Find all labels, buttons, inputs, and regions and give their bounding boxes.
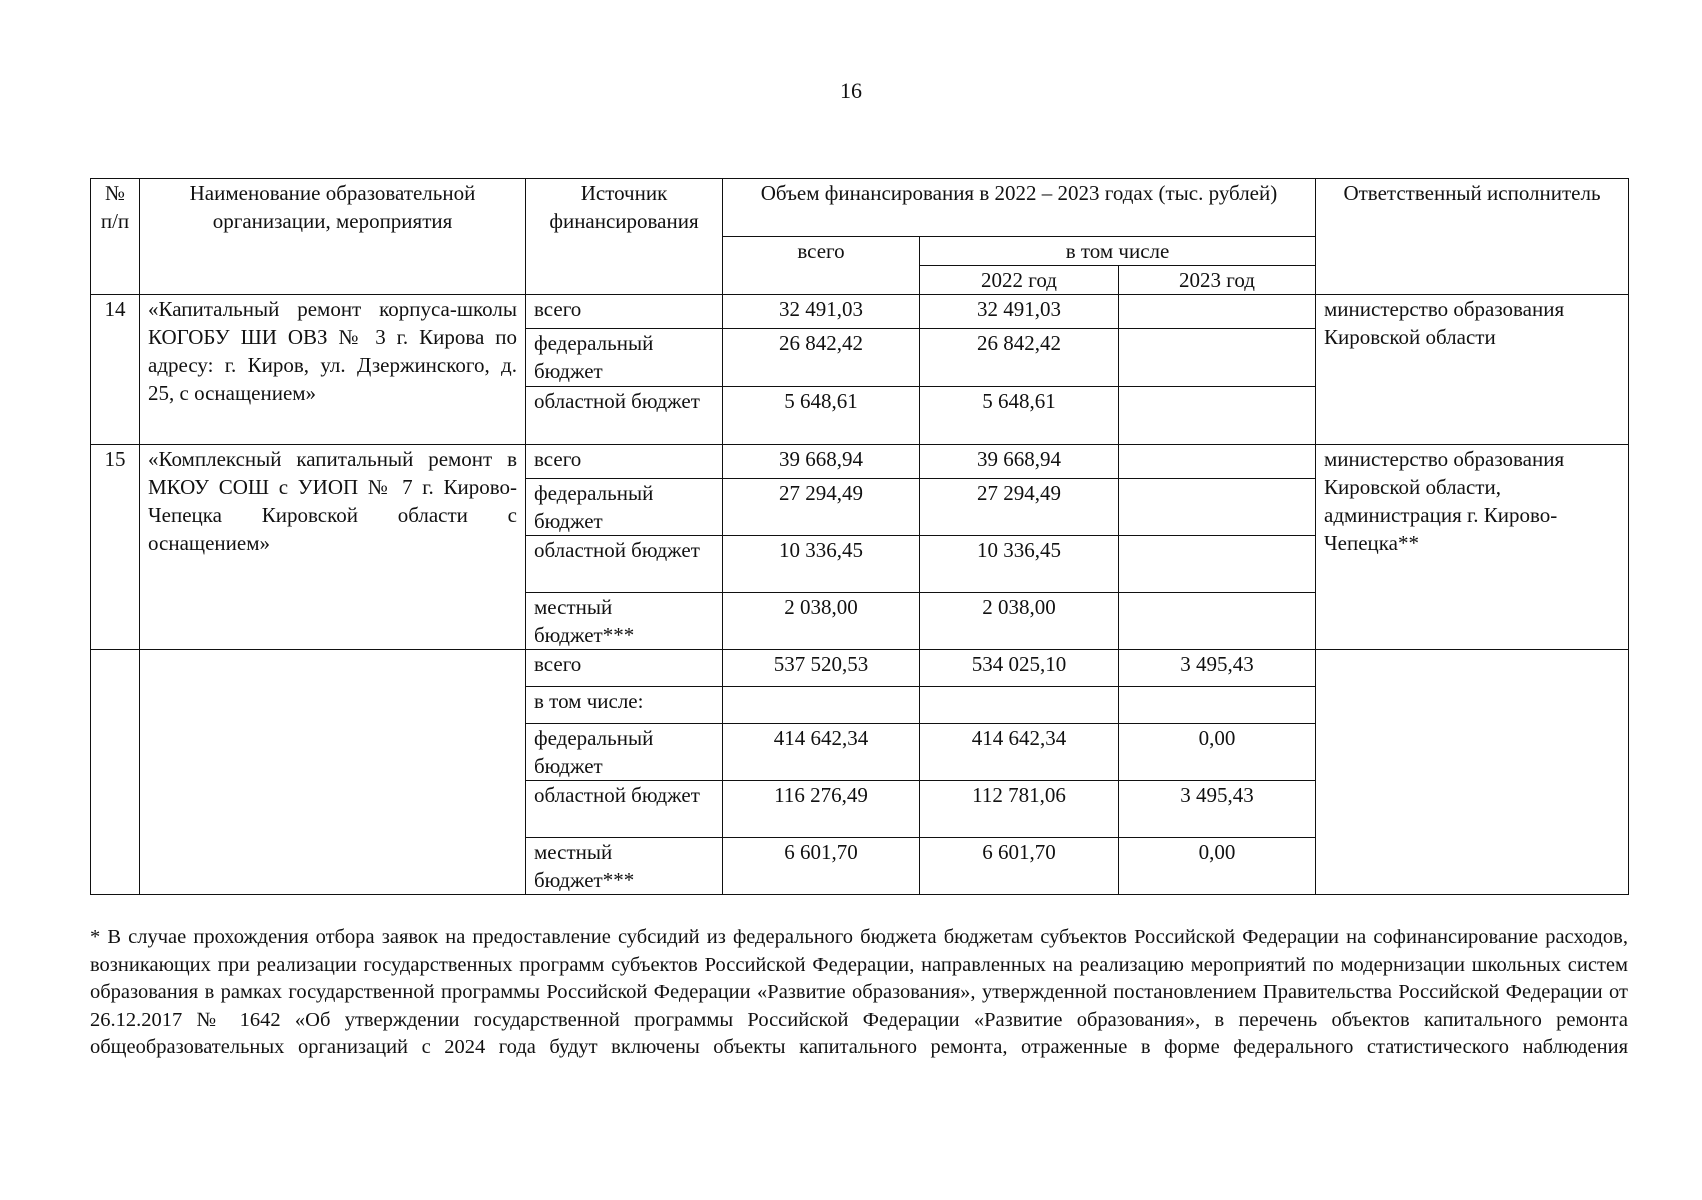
financing-table	[90, 178, 1629, 895]
header-source: Источник финансирования	[526, 179, 723, 295]
source-cell: областной бюджет	[526, 536, 723, 593]
year-2023-cell	[1119, 479, 1316, 536]
year-2022-cell: 414 642,34	[920, 724, 1119, 781]
year-2022-cell	[920, 687, 1119, 724]
header-num: № п/п	[91, 179, 140, 295]
year-2023-cell: 3 495,43	[1119, 781, 1316, 838]
year-2023-cell: 3 495,43	[1119, 650, 1316, 687]
total-cell: 537 520,53	[723, 650, 920, 687]
summary-executor-cell	[1316, 650, 1629, 895]
year-2023-cell	[1119, 593, 1316, 650]
year-2022-cell: 27 294,49	[920, 479, 1119, 536]
source-cell: областной бюджет	[526, 781, 723, 838]
year-2023-cell: 0,00	[1119, 724, 1316, 781]
source-cell: местный бюджет***	[526, 838, 723, 895]
header-executor: Ответственный исполнитель	[1316, 179, 1629, 295]
source-cell: всего	[526, 650, 723, 687]
source-cell: федеральный бюджет	[526, 329, 723, 387]
row-number: 15	[91, 445, 140, 650]
year-2022-cell: 112 781,06	[920, 781, 1119, 838]
total-cell: 414 642,34	[723, 724, 920, 781]
year-2022-cell: 26 842,42	[920, 329, 1119, 387]
source-cell: местный бюджет***	[526, 593, 723, 650]
page-number: 16	[840, 78, 862, 103]
total-cell: 2 038,00	[723, 593, 920, 650]
header-year-2023: 2023 год	[1119, 266, 1316, 295]
year-2023-cell: 0,00	[1119, 838, 1316, 895]
total-cell	[723, 687, 920, 724]
total-cell: 10 336,45	[723, 536, 920, 593]
source-cell: федеральный бюджет	[526, 724, 723, 781]
year-2023-cell	[1119, 687, 1316, 724]
source-cell: областной бюджет	[526, 387, 723, 445]
year-2023-cell	[1119, 536, 1316, 593]
event-name: «Капитальный ремонт корпуса-школы КОГОБУ ШИ ОВЗ № 3 г. Кирова по адресу: г. Киров, ул. Дзержинского, д. 25, с оснащением»	[140, 295, 526, 445]
year-2022-cell: 5 648,61	[920, 387, 1119, 445]
table-row	[91, 295, 1629, 329]
header-year-2022: 2022 год	[920, 266, 1119, 295]
year-2023-cell	[1119, 445, 1316, 479]
row-number: 14	[91, 295, 140, 445]
total-cell: 116 276,49	[723, 781, 920, 838]
executor-cell: министерство образования Кировской области, администрация г. Кирово-Чепецка**	[1316, 445, 1629, 650]
year-2022-cell: 6 601,70	[920, 838, 1119, 895]
total-cell: 39 668,94	[723, 445, 920, 479]
total-cell: 26 842,42	[723, 329, 920, 387]
total-cell: 27 294,49	[723, 479, 920, 536]
total-cell: 6 601,70	[723, 838, 920, 895]
header-name: Наименование образовательной организации, мероприятия	[140, 179, 526, 295]
year-2023-cell	[1119, 329, 1316, 387]
summary-row	[91, 650, 1629, 687]
executor-cell: министерство образования Кировской области	[1316, 295, 1629, 445]
year-2022-cell: 534 025,10	[920, 650, 1119, 687]
total-cell: 32 491,03	[723, 295, 920, 329]
total-cell: 5 648,61	[723, 387, 920, 445]
table-row	[91, 445, 1629, 479]
source-cell: в том числе:	[526, 687, 723, 724]
summary-num-cell	[91, 650, 140, 895]
footnote: * В случае прохождения отбора заявок на предоставление субсидий из федерального бюджета бюджетам субъектов Российской Федерации на софинансирование расходов, возникающих при реализации государственных программ субъектов Российской Федерации, направленных на реализацию мероприятий по модернизации школьных систем образования в рамках государственной программы Российской Федерации «Развитие образования», утвержденной постановлением Правительства Российской Федерации от 26.12.2017 № 1642 «Об утверждении государственной программы Российской Федерации «Развитие образования», в перечень объектов капитального ремонта общеобразовательных организаций с 2024 года будут включены объекты капитального ремонта, отраженные в форме федерального статистического наблюдения	[90, 926, 1628, 1058]
summary-name-cell	[140, 650, 526, 895]
source-cell: всего	[526, 295, 723, 329]
header-total: всего	[723, 237, 920, 295]
source-cell: всего	[526, 445, 723, 479]
event-name: «Комплексный капитальный ремонт в МКОУ СОШ с УИОП № 7 г. Кирово-Чепецка Кировской области с оснащением»	[140, 445, 526, 650]
year-2022-cell: 32 491,03	[920, 295, 1119, 329]
header-including: в том числе	[920, 237, 1316, 266]
year-2023-cell	[1119, 295, 1316, 329]
year-2022-cell: 2 038,00	[920, 593, 1119, 650]
year-2022-cell: 39 668,94	[920, 445, 1119, 479]
year-2022-cell: 10 336,45	[920, 536, 1119, 593]
year-2023-cell	[1119, 387, 1316, 445]
header-volume: Объем финансирования в 2022 – 2023 годах (тыс. рублей)	[723, 179, 1316, 237]
source-cell: федеральный бюджет	[526, 479, 723, 536]
